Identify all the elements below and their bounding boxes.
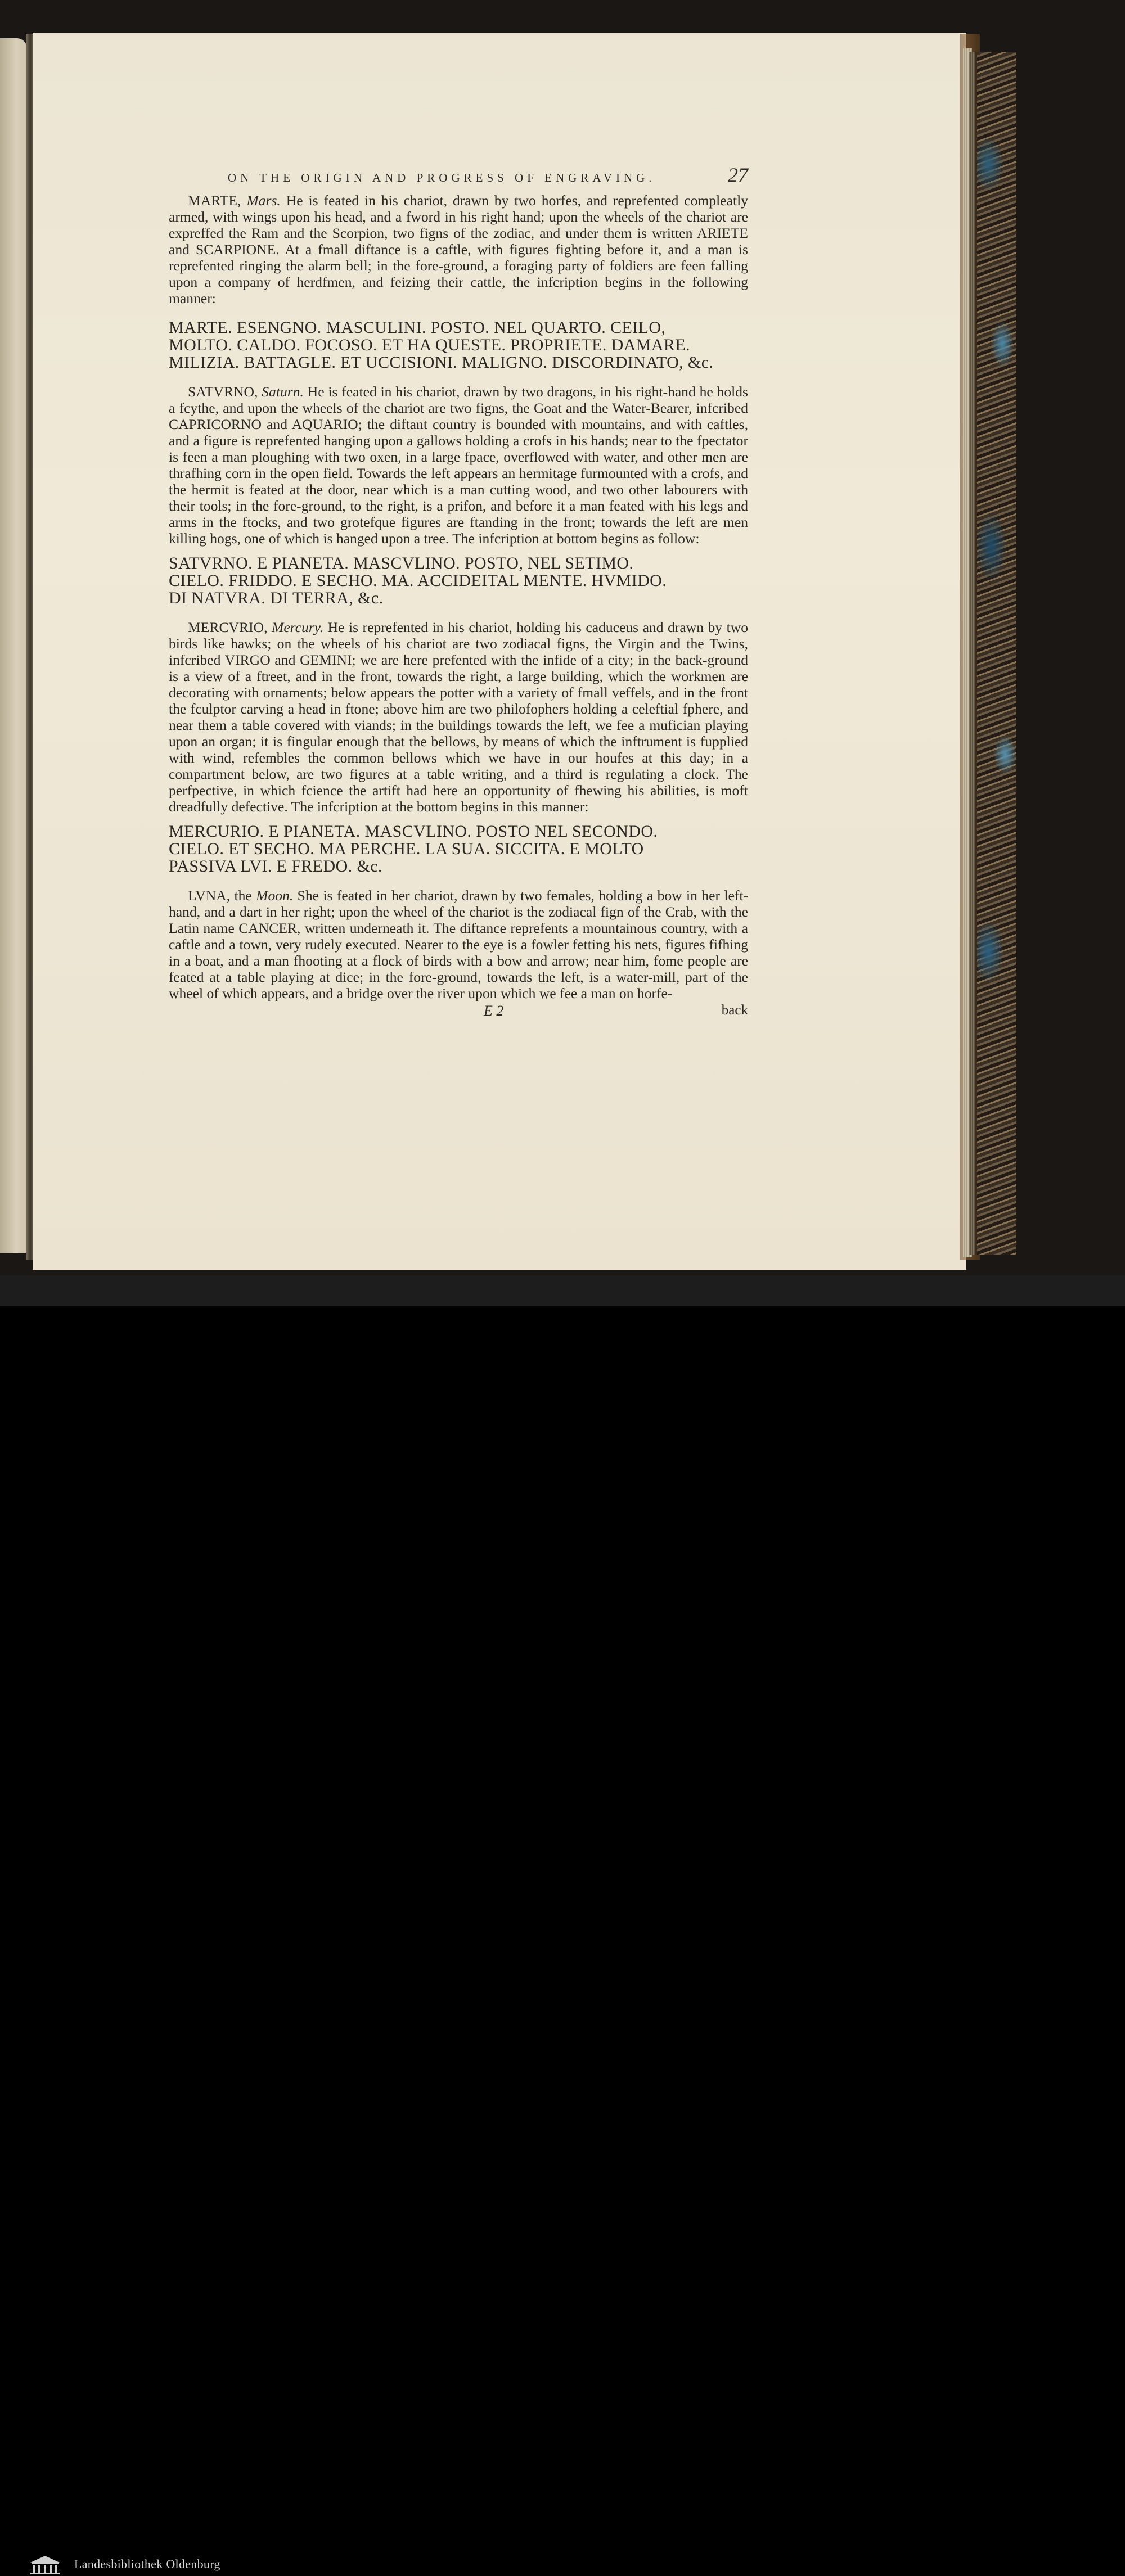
mercurio-lead: MERCVRIO, xyxy=(188,619,268,635)
marbled-cover-edge xyxy=(975,52,1016,1255)
saturno-name: Saturn. xyxy=(262,384,304,400)
paragraph-mercurio xyxy=(169,619,748,815)
inscription-line: PASSIVA LVI. E FREDO. &c. xyxy=(169,857,382,876)
running-title: ON THE ORIGIN AND PROGRESS OF ENGRAVING. xyxy=(228,171,656,184)
library-name: Landesbibliothek Oldenburg xyxy=(74,2557,220,2571)
inscription-line: MILIZIA. BATTAGLE. ET UCCISIONI. MALIGNO. DISCORDINATO, &c. xyxy=(169,353,714,372)
inscription-line: DI NATVRA. DI TERRA, &c. xyxy=(169,589,384,607)
page-foot xyxy=(169,1003,748,1019)
luna-body: She is feated in her chariot, drawn by two females, holding a bow in her left-hand, and a dart in her right; upon the wheel of the chariot is the zodiacal fign of the Crab, with the Latin name CANCER, written underneath it. The diftance reprefents a mountainous country, with a caftle and a town, very rudely executed. Nearer to the eye is a fowler fetting his nets, figures fifhing in a boat, and a man fhooting at a flock of birds with a bow and arrow; near him, fome people are feated at a table playing at dice; in the fore-ground, towards the left, is a water-mill, part of the wheel of which appears, and a bridge over the river upon which we fee a man on horfe- xyxy=(169,887,748,1001)
luna-name: Moon. xyxy=(256,887,294,904)
fore-edge-shadow xyxy=(969,52,975,1255)
luna-lead: LVNA, the xyxy=(188,887,252,904)
inscription-line: MARTE. ESENGNO. MASCULINI. POSTO. NEL QUARTO. CEILO, xyxy=(169,318,666,337)
inscription-saturno xyxy=(169,554,748,607)
inscription-line: CIELO. FRIDDO. E SECHO. MA. ACCIDEITAL MENTE. HVMIDO. xyxy=(169,571,667,590)
marte-body: He is feated in his chariot, drawn by two horfes, and reprefented compleatly armed, with wings upon his head, and a fword in his right hand; upon the wheels of the chariot are expreffed the Ram and the Scorpion, two figns of the zodiac, and under them is written ARIETE and SCARPIONE. At a fmall diftance is a caftle, with figures fighting before it, and a man is reprefented ringing the alarm bell; in the fore-ground, a foraging party of foldiers are feen falling upon a company of herdfmen, and feizing their cattle, the infcription begins in the following manner: xyxy=(169,192,748,306)
inscription-line: SATVRNO. E PIANETA. MASCVLINO. POSTO, NEL SETIMO. xyxy=(169,554,634,572)
paragraph-saturno xyxy=(169,384,748,547)
paragraph-marte xyxy=(169,192,748,306)
scanned-book-spread xyxy=(0,0,1125,1275)
library-building-icon xyxy=(28,2554,62,2576)
inscription-line: MOLTO. CALDO. FOCOSO. ET HA QUESTE. PROPRIETE. DAMARE. xyxy=(169,336,690,354)
paragraph-luna xyxy=(169,887,748,1001)
mercurio-name: Mercury. xyxy=(272,619,324,635)
mercurio-body: He is reprefented in his chariot, holding his caduceus and drawn by two birds like hawks; on the wheels of his chariot are two zodiacal figns, the Virgin and the Twins, infcribed VIRGO and GEMINI; we are here prefented with the infide of a city; in the back-ground is a view of a ftreet, and in the front, towards the right, a large building, which the workmen are decorating with ornaments; below appears the potter with a variety of fmall veffels, and in the front the fculptor carving a head in ftone; above him are two philofophers holding a celeftial fphere, and near them a table covered with viands; in the buildings towards the left, we fee a mufician playing upon an organ; it is fingular enough that the bellows, by means of which the inftrument is fupplied with wind, refembles the common bellows which we have in our houfes at this day; in a compartment below, are two figures at a table writing, and a third is regulating a clock. The perfpective, in which fcience the artift had here an opportunity of fhewing his abilities, is moft dreadfully defective. The infcription at the bottom begins in this manner: xyxy=(169,619,748,815)
signature-mark: E 2 xyxy=(484,1003,504,1019)
left-page-edge xyxy=(0,38,27,1253)
marte-name: Mars. xyxy=(246,192,281,209)
page-number: 27 xyxy=(728,164,748,186)
page-text-block xyxy=(169,163,748,1019)
inscription-mercurio xyxy=(169,823,748,875)
running-head xyxy=(228,163,748,187)
inscription-line: CIELO. ET SECHO. MA PERCHE. LA SUA. SICCITA. E MOLTO xyxy=(169,840,644,858)
inscription-line: MERCURIO. E PIANETA. MASCVLINO. POSTO NEL SECONDO. xyxy=(169,822,658,841)
inscription-marte xyxy=(169,319,748,371)
library-footer-bar xyxy=(0,1275,1125,2571)
saturno-body: He is feated in his chariot, drawn by two dragons, in his right-hand he holds a fcythe, and upon the wheels of the chariot are two figns, the Goat and the Water-Bearer, infcribed CAPRICORNO and AQUARIO; the diftant country is bounded with mountains, and with caftles, and a figure is reprefented hanging upon a gallows holding a crofs in his hands; near to the fpectator is feen a man ploughing with two oxen, in a large fpace, overflowed with water, and other men are thrafhing corn in the open field. Towards the left appears an hermitage furmounted with a crofs, and the hermit is feated at the door, near which is a man cutting wood, and two other labourers with their tools; in the fore-ground, to the right, is a prifon, and before it a man feated with his legs and arms in the ftocks, and two grotefque figures are ftanding in the front; towards the left are men killing hogs, one of which is hanged upon a tree. The infcription at bottom begins as follow: xyxy=(169,384,748,547)
marte-lead: MARTE, xyxy=(188,192,241,209)
catchword: back xyxy=(721,1003,748,1018)
saturno-lead: SATVRNO, xyxy=(188,384,258,400)
